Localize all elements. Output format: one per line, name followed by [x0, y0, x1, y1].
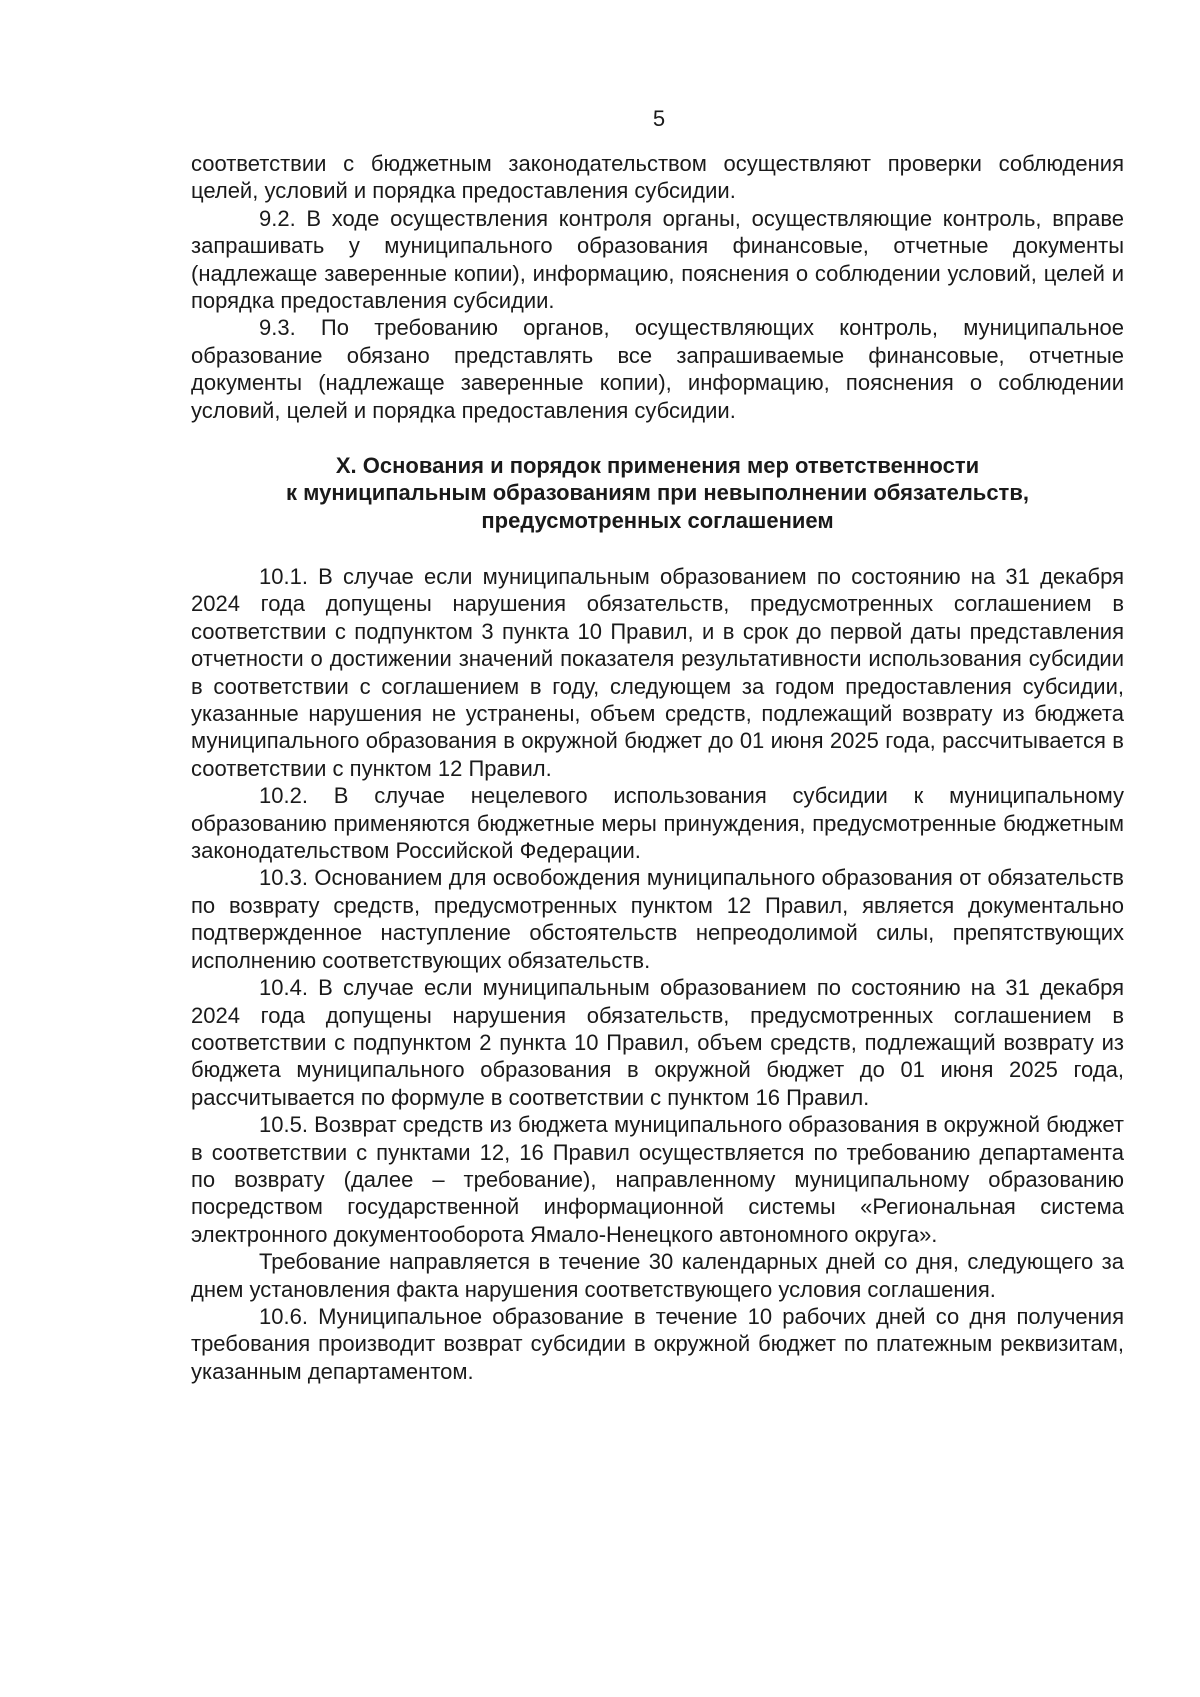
paragraph-9-2: 9.2. В ходе осуществления контроля органы, осуществляющие контроль, вправе запрашивать у муниципального образования финансовые, отчетные документы (надлежаще заверенные копии), информацию, пояснения о соблюдении условий, целей и порядка предоставления субсидии. [191, 205, 1124, 314]
paragraph-10-3: 10.3. Основанием для освобождения муниципального образования от обязательств по возврату средств, предусмотренных пунктом 12 Правил, является документально подтвержденное наступление обстоятельств непреодолимой силы, препятствующих исполнению соответствующих обязательств. [191, 865, 1124, 973]
section-text-block [191, 563, 1124, 1385]
paragraph-10-2: 10.2. В случае нецелевого использования субсидии к муниципальному образованию применяются бюджетные меры принуждения, предусмотренные бюджетным законодательством Российской Федерации. [191, 783, 1124, 864]
paragraph-10-4: 10.4. В случае если муниципальным образованием по состоянию на 31 декабря 2024 года допущены нарушения обязательств, предусмотренных соглашением в соответствии с подпунктом 2 пункта 10 Правил, объем средств, подлежащий возврату из бюджета муниципального образования в окружной бюджет до 01 июня 2025 года, рассчитывается по формуле в соответствии с пунктом 16 Правил. [191, 975, 1124, 1110]
paragraph-10-1: 10.1. В случае если муниципальным образованием по состоянию на 31 декабря 2024 года допущены нарушения обязательств, предусмотренных соглашением в соответствии с подпунктом 3 пункта 10 Правил, и в срок до первой даты представления отчетности о достижении значений показателя результативности использования субсидии в соответствии с соглашением в году, следующем за годом предоставления субсидии, указанные нарушения не устранены, объем средств, подлежащий возврату из бюджета муниципального образования в окружной бюджет до 01 июня 2025 года, рассчитывается в соответствии с пунктом 12 Правил. [191, 564, 1124, 781]
paragraph-10-6: 10.6. Муниципальное образование в течение 10 рабочих дней со дня получения требования производит возврат субсидии в окружной бюджет по платежным реквизитам, указанным департаментом. [191, 1303, 1124, 1384]
section-heading-line-3: предусмотренных соглашением [481, 507, 834, 533]
section-heading [191, 452, 1124, 534]
paragraph-10-5: 10.5. Возврат средств из бюджета муниципального образования в окружной бюджет в соответствии с пунктами 12, 16 Правил осуществляется по требованию департамента по возврату (далее – требование), направленному муниципальному образованию посредством государственной информационной системы «Региональная система электронного документооборота Ямало-Ненецкого автономного округа». [191, 1112, 1124, 1247]
top-text-block [191, 150, 1124, 424]
paragraph-continuation: соответствии с бюджетным законодательством осуществляют проверки соблюдения целей, условий и порядка предоставления субсидии. [191, 151, 1124, 204]
paragraph-requirement: Требование направляется в течение 30 календарных дней со дня, следующего за днем установления факта нарушения соответствующего условия соглашения. [191, 1249, 1124, 1302]
section-heading-line-2: к муниципальным образованиям при невыполнении обязательств, [286, 480, 1029, 506]
section-heading-line-1: X. Основания и порядок применения мер ответственности [335, 453, 980, 478]
paragraph-9-3: 9.3. По требованию органов, осуществляющих контроль, муниципальное образование обязано представлять все запрашиваемые финансовые, отчетные документы (надлежаще заверенные копии), информацию, пояснения о соблюдении условий, целей и порядка предоставления субсидии. [191, 315, 1124, 423]
page-number: 5 [652, 106, 666, 131]
